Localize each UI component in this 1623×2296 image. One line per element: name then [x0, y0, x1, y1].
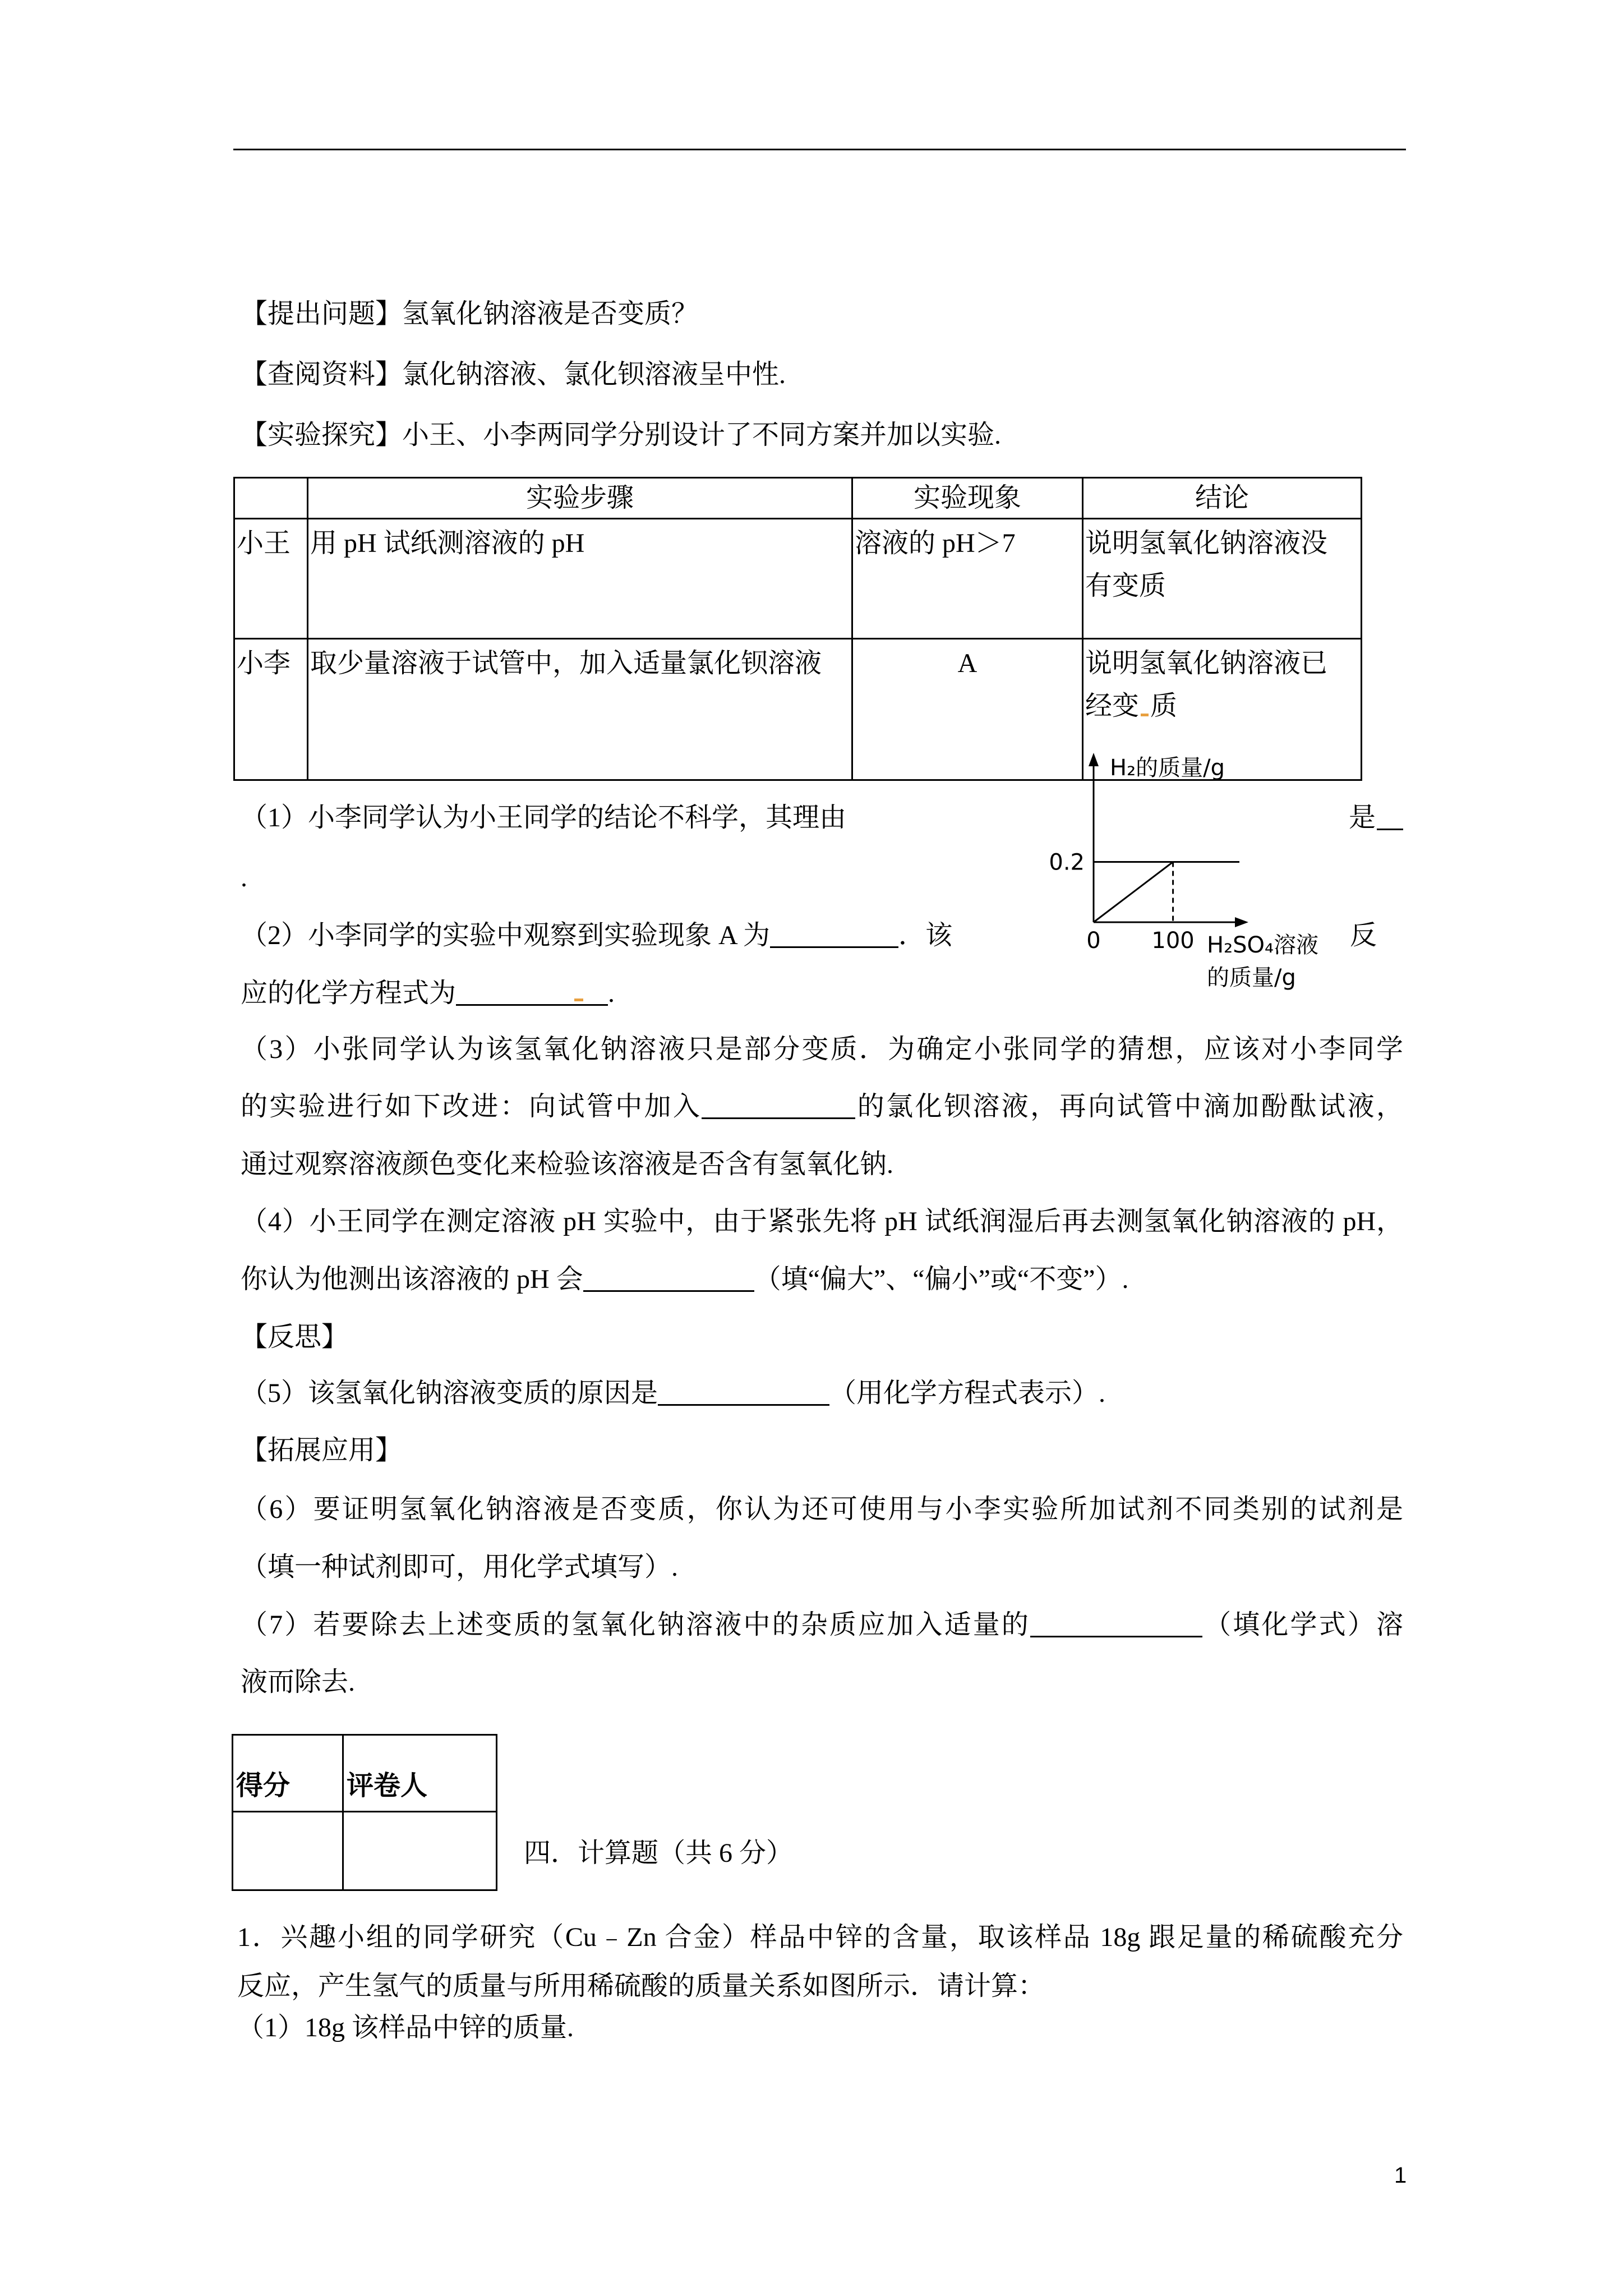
row1-phenomenon: 溶液的 pH＞7 [851, 518, 1083, 639]
q4-after: （填“偏大”、“偏小”或“不变”）. [754, 1264, 1129, 1294]
section-extend: 【拓展应用】 [241, 1435, 403, 1465]
conclusion-line: 说明氢氧化钠溶液已 [1085, 648, 1328, 678]
problem-1-line2: 反应，产生氢气的质量与所用稀硫酸的质量关系如图所示．请计算： [237, 1971, 1045, 2001]
section-4-title: 四．计算题（共 6 分） [524, 1838, 794, 1868]
x-axis-label-line2: 的质量/g [1207, 965, 1296, 991]
table-header-corner [233, 477, 308, 519]
row2-step: 取少量溶液于试管中，加入适量氯化钡溶液 [307, 638, 853, 781]
experiment-table [233, 477, 1362, 781]
q2-line2-text: 应的化学方程式为 [241, 978, 457, 1008]
hydrogen-mass-graph [1043, 740, 1335, 1004]
question-2-tail: 反 [1350, 921, 1377, 950]
answer-blank [702, 1093, 855, 1119]
section-reflect: 【反思】 [241, 1322, 349, 1352]
x-tick-label: 0 [1086, 928, 1101, 954]
q7-before: （7）若要除去上述变质的氢氧化钠溶液中的杂质应加入适量的 [241, 1610, 1030, 1640]
page-number: 1 [1394, 2163, 1407, 2188]
y-tick-label: 0.2 [1049, 849, 1085, 876]
q4-before: 你认为他测出该溶液的 pH 会 [241, 1264, 583, 1294]
x-tick-label: 100 [1151, 928, 1195, 954]
conclusion-line: 说明氢氧化钠溶液没 [1085, 528, 1328, 558]
answer-blank [770, 922, 898, 948]
question-5 [241, 1377, 1105, 1410]
q2-after: ．该 [898, 921, 953, 950]
row1-conclusion [1082, 518, 1362, 639]
table-header-conclusion [1082, 477, 1362, 519]
q3-after: 的氯化钡溶液，再向试管中滴加酚酞试液， [855, 1092, 1403, 1121]
x-axis-label-line1: H₂SO₄溶液 [1207, 932, 1319, 958]
header-rule [233, 149, 1406, 150]
section-reference: 【查阅资料】氯化钠溶液、氯化钡溶液呈中性. [241, 360, 786, 389]
question-7-line2: 液而除去. [241, 1667, 356, 1697]
problem-1-line1: 1．兴趣小组的同学研究（Cu﹣Zn 合金）样品中锌的含量，取该样品 18g 跟足量的稀硫酸充分 [237, 1922, 1403, 1952]
x-axis-arrow [1235, 917, 1248, 927]
question-1-tail [1349, 801, 1403, 835]
tail-text: 是 [1349, 803, 1376, 832]
answer-blank [1377, 804, 1403, 830]
row1-step: 用 pH 试纸测溶液的 pH [307, 518, 853, 639]
question-3-line2 [241, 1090, 1403, 1124]
section-question: 【提出问题】氢氧化钠溶液是否变质？ [241, 299, 699, 329]
question-3-line3: 通过观察溶液颜色变化来检验该溶液是否含有氢氧化钠. [241, 1149, 894, 1179]
table-header-steps [307, 477, 853, 519]
question-2 [241, 919, 952, 953]
y-axis-label: H₂的质量/g [1110, 755, 1225, 781]
orange-mark [574, 999, 583, 1001]
conclusion-part: 经变 [1085, 691, 1140, 721]
score-table [232, 1734, 497, 1891]
problem-1-line3: （1）18g 该样品中锌的质量. [237, 2013, 574, 2042]
question-4-line2 [241, 1263, 1129, 1296]
score-header: 得分 [232, 1734, 344, 1812]
score-cell [232, 1811, 344, 1891]
question-1-end: . [241, 863, 247, 892]
header-label: 实验步骤 [525, 483, 634, 513]
q2-text: （2）小李同学的实验中观察到实验现象 A 为 [241, 921, 771, 950]
conclusion-line-2 [1085, 685, 1361, 728]
grader-header: 评卷人 [342, 1734, 497, 1812]
row2-phenomenon: A [851, 638, 1083, 781]
header-label: 结论 [1195, 483, 1249, 513]
orange-mark [1141, 714, 1149, 716]
conclusion-part: 质 [1150, 691, 1178, 721]
answer-blank [456, 979, 608, 1006]
answer-blank [1030, 1611, 1202, 1637]
question-6-line2: （填一种试剂即可，用化学式填写）. [241, 1552, 679, 1582]
answer-blank [583, 1266, 754, 1292]
table-header-phenomenon [851, 477, 1083, 519]
row1-person: 小王 [233, 518, 308, 639]
question-7-line1 [241, 1608, 1403, 1642]
row2-person: 小李 [233, 638, 308, 781]
question-4-line1: （4）小王同学在测定溶液 pH 实验中，由于紧张先将 pH 试纸润湿后再去测氢氧化钠溶液的 pH， [241, 1207, 1403, 1236]
section-explore: 【实验探究】小王、小李两同学分别设计了不同方案并加以实验. [241, 420, 1002, 450]
question-6-line1: （6）要证明氢氧化钠溶液是否变质，你认为还可使用与小李实验所加试剂不同类别的试剂是 [241, 1494, 1403, 1524]
q7-after: （填化学式）溶 [1202, 1610, 1403, 1640]
grader-cell [342, 1811, 497, 1891]
question-2-line2 [241, 977, 615, 1010]
q5-before: （5）该氢氧化钠溶液变质的原因是 [241, 1378, 658, 1408]
graph-line-rising [1094, 862, 1173, 923]
q5-after: （用化学方程式表示）. [829, 1378, 1106, 1408]
question-1: （1）小李同学认为小王同学的结论不科学，其理由 [241, 803, 847, 832]
question-3-line1: （3）小张同学认为该氢氧化钠溶液只是部分变质．为确定小张同学的猜想，应该对小李同学 [241, 1034, 1403, 1064]
q2-line2-end: . [608, 978, 615, 1008]
header-label: 实验现象 [913, 483, 1021, 513]
answer-blank [658, 1379, 829, 1406]
y-axis-arrow [1089, 753, 1099, 766]
q3-before: 的实验进行如下改进：向试管中加入 [241, 1092, 702, 1121]
conclusion-line: 有变质 [1085, 571, 1166, 601]
